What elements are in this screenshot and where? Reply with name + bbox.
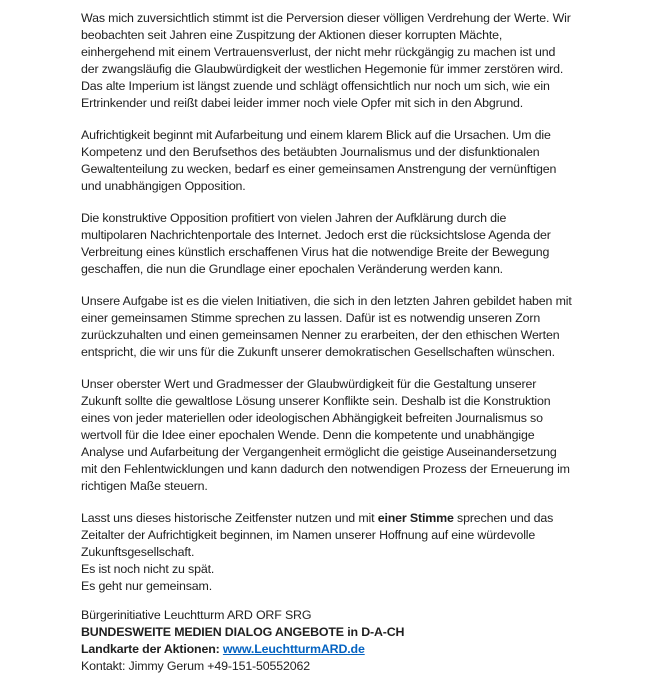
signature-block — [81, 607, 648, 675]
text-line — [81, 427, 648, 444]
text-run: wertvoll für die Idee einer epochalen Wende. Denn die kompetente und unabhängige — [81, 428, 535, 442]
text-line — [81, 178, 648, 195]
text-line — [81, 578, 648, 595]
text-line — [81, 293, 648, 310]
text-line — [81, 461, 648, 478]
text-run: Unsere Aufgabe ist es die vielen Initiativen, die sich in den letzten Jahren gebildet haben mit — [81, 294, 572, 308]
text-line — [81, 44, 648, 61]
text-run: entspricht, die wir uns für die Zukunft unserer demokratischen Gesellschaften wünschen. — [81, 345, 555, 359]
text-run: Aufrichtigkeit beginnt mit Aufarbeitung und einem klarem Blick auf die Ursachen. Um die — [81, 128, 551, 142]
signature-contact: Kontakt: Jimmy Gerum +49-151-50552062 — [81, 659, 310, 673]
text-run: beobachten seit Jahren eine Zuspitzung der Aktionen dieser korrupten Mächte, — [81, 28, 503, 42]
document-body — [81, 10, 648, 595]
text-line — [81, 144, 648, 161]
text-line — [81, 510, 648, 527]
text-line — [81, 261, 648, 278]
text-run: richtigen Maße steuern. — [81, 479, 208, 493]
text-line — [81, 561, 648, 578]
text-line — [81, 227, 648, 244]
text-line — [81, 410, 648, 427]
text-run: Zeitalter der Aufrichtigkeit beginnen, im Namen unserer Hoffnung auf eine würdevolle — [81, 528, 536, 542]
paragraph-6 — [81, 510, 648, 595]
text-run: Gewaltenteilung zu wecken, bedarf es einer gemeinsamen Anstrengung der vernünftigen — [81, 162, 557, 176]
signature-map-line — [81, 641, 648, 658]
text-run: eines von jeder materiellen oder ideologischen Abhängigkeit befreiten Journalismus so — [81, 411, 543, 425]
text-run: geschaffen, die nun die Grundlage einer epochalen Veränderung werden kann. — [81, 262, 503, 276]
paragraph-4 — [81, 293, 648, 361]
text-line — [81, 444, 648, 461]
text-run: einer gemeinsamen Stimme sprechen zu lassen. Dafür ist es notwendig unseren Zorn — [81, 311, 541, 325]
text-run: Ertrinkender und reißt dabei leider immer noch viele Opfer mit sich in den Abgrund. — [81, 96, 524, 110]
text-run: Zukunftsgesellschaft. — [81, 545, 195, 559]
text-line — [81, 344, 648, 361]
text-line — [81, 78, 648, 95]
paragraph-1 — [81, 10, 648, 112]
text-line — [81, 127, 648, 144]
text-run: Unser oberster Wert und Gradmesser der Glaubwürdigkeit für die Gestaltung unserer — [81, 377, 537, 391]
text-line — [81, 393, 648, 410]
text-run: multipolaren Nachrichtenportale des Internet. Jedoch erst die rücksichtslose Agenda der — [81, 228, 551, 242]
text-run: der zwangsläufig die Glaubwürdigkeit der westlichen Hegemonie für immer zerstören wird. — [81, 62, 564, 76]
text-run: mit den Fehlentwicklungen und kann dadurch den notwendigen Prozess der Erneuerung im — [81, 462, 570, 476]
text-line — [81, 27, 648, 44]
text-run: sprechen und das — [453, 511, 554, 525]
text-run: Verbreitung eines künstlich erschaffenen Virus hat die notwendige Breite der Bewegung — [81, 245, 550, 259]
signature-organization: Bürgerinitiative Leuchtturm ARD ORF SRG — [81, 608, 312, 622]
text-run: Lasst uns dieses historische Zeitfenster nutzen und mit — [81, 511, 378, 525]
text-run: Die konstruktive Opposition profitiert von vielen Jahren der Aufklärung durch die — [81, 211, 507, 225]
text-line — [81, 61, 648, 78]
text-line — [81, 210, 648, 227]
text-run: zurückzuhalten und einen gemeinsamen Nenner zu erarbeiten, der den ethischen Werten — [81, 328, 560, 342]
map-label: Landkarte der Aktionen: — [81, 642, 223, 656]
text-line — [81, 244, 648, 261]
text-line — [81, 95, 648, 112]
text-line — [81, 527, 648, 544]
signature-campaign: BUNDESWEITE MEDIEN DIALOG ANGEBOTE in D-A-CH — [81, 625, 405, 639]
text-run: Zukunft sollte die gewaltlose Lösung unserer Konflikte sein. Deshalb ist die Konstruktion — [81, 394, 551, 408]
text-run: Kompetenz und den Berufsethos des betäubten Journalismus und der disfunktionalen — [81, 145, 540, 159]
text-line — [81, 327, 648, 344]
text-run: einhergehend mit einem Vertrauensverlust, der nicht mehr rückgängig zu machen ist und — [81, 45, 556, 59]
text-run: Was mich zuversichtlich stimmt ist die Perversion dieser völligen Verdrehung der Werte. Wir — [81, 11, 571, 25]
text-line — [81, 478, 648, 495]
text-line — [81, 376, 648, 393]
paragraph-2 — [81, 127, 648, 195]
emphasized-text: einer Stimme — [377, 511, 454, 525]
paragraph-5 — [81, 376, 648, 495]
text-line — [81, 161, 648, 178]
text-run: Analyse und Aufarbeitung der Vergangenheit ermöglicht die geistige Auseinandersetzung — [81, 445, 557, 459]
text-run: und unabhängigen Opposition. — [81, 179, 246, 193]
paragraph-3 — [81, 210, 648, 278]
text-line — [81, 544, 648, 561]
text-run: Das alte Imperium ist längst zuende und schlägt offensichtlich nur noch um sich, wie ein — [81, 79, 550, 93]
text-line — [81, 310, 648, 327]
text-run: Es geht nur gemeinsam. — [81, 579, 213, 593]
text-line — [81, 10, 648, 27]
text-run: Es ist noch nicht zu spät. — [81, 562, 215, 576]
website-link[interactable]: www.LeuchtturmARD.de — [222, 642, 365, 656]
